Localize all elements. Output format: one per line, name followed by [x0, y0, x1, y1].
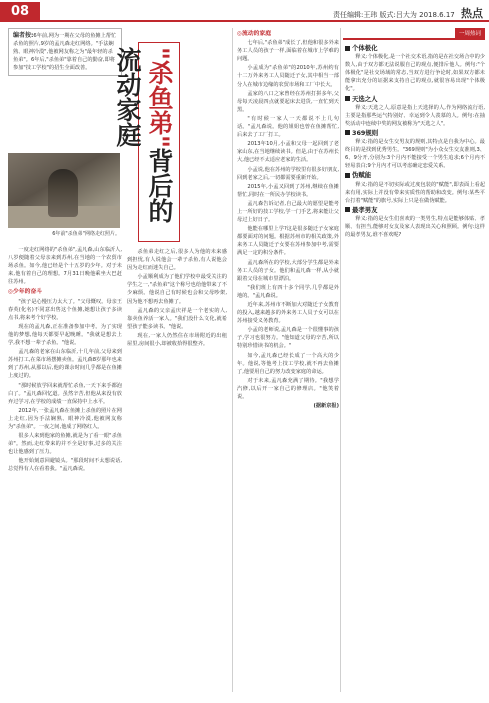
credits-text: 责任编辑:王玮 版式:吕大为 2018.6.17: [332, 11, 455, 19]
hotword-title-text: 个体极化: [352, 44, 378, 52]
editor-note-label: 编者按:: [13, 32, 34, 39]
col2-paragraph: 小孟成为"杀鱼弟"的2010年,苏州约有十二万外来务工人员随迁子女,其中相当一部分人在城市边缘的农贸市场和工厂中长大。: [237, 65, 339, 88]
col2-paragraph: 孟家的八口之家曾经在苏州打拼多年,父母每天凌晨四点就要起床去进货,一直忙到天黑。: [237, 90, 339, 113]
col1-paragraph: 孟凡森的老家在山东临沂,十几年前,父母来到苏州打工,在菜市场摆摊卖鱼。孟凡森8岁那年也来到了苏州,从那以后,他的课余时间几乎都是在鱼摊上度过的。: [8, 349, 122, 380]
col3-paragraph: 如今,孟凡森已经长成了一个高大的少年。他说,等他考上技工学校,就不再去鱼摊了,他要用自己的努力改变家庭的命运。: [237, 352, 339, 375]
col2-paragraph: "有时候一家人一天都说不上几句话。"孟凡森说。他的姐姐也曾在鱼摊帮忙,后来去了工厂打工。: [237, 115, 339, 139]
hotword-text: 释义:指的是女生交男友的规则,其特点是自我为中心。最终目的是找到优秀男生。"369规则"为小众女生交友准则,3、6、9分开,分别为:3个月内不能接受一个男生追求;6个月内不轻易表白;9个月内才可以考虑确定恋爱关系。: [345, 139, 485, 170]
col1-paragraph: "孩子是心慢压力太大了。"父母慨叹。母亲王春英(化名)不同意出售这个鱼摊,她想让孩子多读点书,将来考个好学校。: [8, 298, 122, 321]
hotword-text: 释义:天选之人,原意是指上天选择的人,作为网络流行语,主要是指那些运气特别好、幸运到令人羡慕的人。例句:在抽奖活动中连续中奖的网友被称为"天选之人"。: [345, 104, 485, 127]
intro-paragraph: 一度走红网络的"杀鱼弟",孟凡森,山东临沂人,八岁便随着父母亲来到苏州,在当地的一个农贸市场杀鱼。如今,他已经是个十五岁的少年。对于未来,他有着自己的理想。7月31日晚他乘坐大巴赶往苏州。: [8, 247, 122, 286]
hotword-title: [345, 206, 485, 214]
square-icon: [345, 207, 350, 212]
sidebar-tag: 一周热词: [455, 28, 485, 38]
col2-paragraph: 孟凡森告诉记者,自己最大的愿望是能考上一所好的技工学校,学一门手艺,将来能让父母过上好日子。: [237, 200, 339, 224]
col3-paragraph: 对于未来,孟凡森充满了期待。"我想学汽修,以后开一家自己的修理店。"他笑着说。: [237, 377, 339, 401]
photo-caption: 6年前"杀鱼弟"网络走红照片。: [52, 231, 120, 237]
article-source: (据新京报): [313, 403, 339, 410]
col2-paragraph: 七年后,"杀鱼弟"成长了,但他和很多外来务工人员的孩子一样,面临着在城市上学难的问题。: [237, 40, 339, 63]
hotword-title: [345, 95, 485, 103]
col3-paragraph: 他能在哪里上学?这是很多随迁子女家庭都要面对的问题。根据苏州市的相关政策,外来务工人员随迁子女要在苏州参加中考,需要满足一定的积分条件。: [237, 226, 339, 257]
col2-paragraph: 孟凡森的父亲孟庆祥是一个老实的人,靠卖鱼养活一家人。"我们没什么文化,就希望孩子能多读书。"他说。: [127, 307, 227, 330]
subhead-mobile-family: ◎流动的家庭: [237, 31, 272, 37]
hotword-text: 释义:个体极化,是一个社交术语,指的是在社交场合中的少数人,由于双方都无法说服自己的观点,便排斥他人。例句:"个体极化"是社交场域的常态,当双方进行争论时,如果双方都未能拿出充分的证据来支持自己的观点,就很容易出现"个体极化"。: [345, 54, 485, 93]
header-credits: [333, 5, 483, 21]
col1-paragraph: 2012年,一张孟凡森在鱼摊上杀鱼的照片在网上走红,因为手法娴熟、眼神冷漠,他被网友称为"杀鱼弟"。一夜之间,他成了网络红人。: [8, 407, 122, 430]
page-header: [0, 0, 489, 22]
sidebar-header: [343, 28, 485, 40]
column-divider: [232, 28, 233, 692]
col3-paragraph: 小孟的老师说,孟凡森是一个很懂事的孩子,学习也很努力。"他知道父母的辛苦,所以特别珍惜读书的机会。": [237, 327, 339, 350]
col3-paragraph: 近年来,苏州市不断加大对随迁子女教育的投入,越来越多的外来务工人员子女可以在苏州接受义务教育。: [237, 302, 339, 325]
news-photo: [8, 153, 120, 228]
col2-paragraph: 小孟顺利成为了他们学校中最受关注的学生之一,"杀鱼弟"这个称号也给他带来了不少麻烦。他说自己有时候也会和父母吵架,因为他不想再去鱼摊了。: [127, 274, 227, 305]
col3-paragraph: "我们班上有四十多个同学,几乎都是外地的。"孟凡森说。: [237, 284, 339, 299]
hotword-title: [345, 44, 485, 52]
hotword-text: 释义:指的是女生们喜欢的一类男生,特点是能够体贴、孝顺、有担当,能够对女友及家人表现出关心和照顾。例句:这样的最孝男友,谁不喜欢呢?: [345, 215, 485, 239]
col1-paragraph: 他开始刻意回避镜头。"那段时间不太想说话,总觉得有人在看着我。"孟凡森说。: [8, 458, 122, 473]
column-2: [237, 28, 339, 696]
hotword-title-text: 伪赋能: [352, 171, 372, 180]
square-icon: [345, 130, 350, 135]
col1-paragraph: "那时候放学回来就帮忙杀鱼,一天下来手都泡白了。"孟凡森回忆道。虽然辛苦,但他从来没有放弃过学习,在学校的成绩一直保持中上水平。: [8, 382, 122, 405]
column-1: [8, 246, 122, 694]
square-icon: [345, 173, 350, 178]
col1-paragraph: 很多人来到他家的鱼摊,就是为了看一眼"杀鱼弟"。然而,走红带来的并不全是好事,过多的关注也让他感到了压力。: [8, 433, 122, 456]
col3-paragraph: 孟凡森所在的学校,大部分学生都是外来务工人员的子女。他们和孟凡森一样,从小就跟着父母在城市里漂泊。: [237, 259, 339, 282]
col2-paragraph: 2015年,小孟又回到了苏州,继续在鱼摊帮忙,同时在一所民办学校读书。: [237, 183, 339, 198]
page-number: 08: [0, 2, 40, 22]
hotword-title-text: 天选之人: [352, 94, 378, 103]
col1-paragraph: 现在的孟凡森,正在准备参加中考。为了实现他的梦想,他每天都要早起晚睡。"我就是想去上学,我不想一辈子杀鱼。"他说。: [8, 323, 122, 347]
col2-paragraph: 2013年10月,小孟和父母一起回到了老家山东,在当地继续读书。但是,由于在苏州长大,他已经不太适应老家的生活。: [237, 141, 339, 164]
col2-paragraph: 小孟说,他在苏州的学校里有很多好朋友,回到老家之后,一切都需要重新开始。: [237, 166, 339, 181]
photo-figure: [48, 169, 78, 217]
col2-paragraph: 杀鱼弟走红之后,很多人为他的未来感到担忧,有人说他会一辈子杀鱼,有人说他会因为走红而迷失自己。: [127, 249, 227, 272]
section-name: 热点: [461, 7, 483, 20]
headline-red: "杀鱼弟": [145, 47, 174, 149]
hotword-title: [345, 129, 485, 137]
subhead-teen-struggle: ◎少年的奋斗: [8, 289, 43, 296]
col2-paragraph: 现在,一家人仍然住在市场附近的出租屋里,房间很小,却被收拾得很整齐。: [127, 332, 227, 348]
editor-note: [8, 28, 122, 76]
hotword-title-text: 最孝男友: [352, 205, 378, 214]
sidebar-column: [345, 44, 485, 696]
editor-note-text: 6年前,网为一期在父母的鱼摊上帮忙杀鱼的照片,9岁的孟凡森走红网络。"手法娴熟、眼神冷漠",他被网友称之为"最年轻的杀鱼弟"。6年后,"杀鱼弟"靠着自己的勤奋,即将参加"技工学校"的招生全面改善。: [13, 33, 117, 71]
headline: [113, 42, 180, 242]
square-icon: [345, 96, 350, 101]
hotword-text: 释义:指的是不切实际或过度包装的"赋能",即表面上看起来有用,实际上并没有带来实质性的帮助和改变。例句:某些平台打着"赋能"的旗号,实际上只是在做伪赋能。: [345, 181, 485, 204]
headline-black: 背后的流动家庭: [113, 47, 174, 224]
square-icon: [345, 46, 350, 51]
hotword-title: [345, 171, 485, 179]
column-1b: [127, 248, 227, 694]
hotword-title-text: 369规则: [352, 128, 379, 137]
sidebar-divider: [340, 28, 341, 692]
